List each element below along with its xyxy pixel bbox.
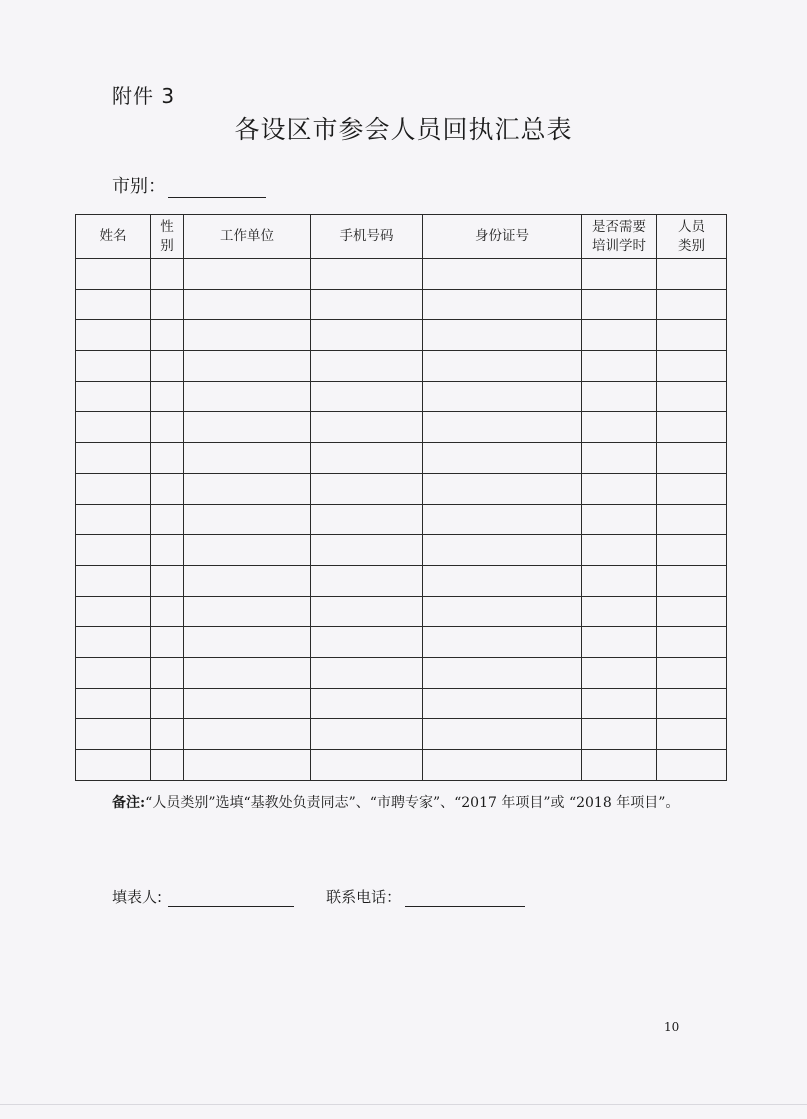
table-cell[interactable] xyxy=(311,412,423,443)
table-cell[interactable] xyxy=(184,657,311,688)
table-cell[interactable] xyxy=(151,750,184,781)
table-cell[interactable] xyxy=(151,719,184,750)
table-cell[interactable] xyxy=(76,657,151,688)
table-cell[interactable] xyxy=(76,596,151,627)
table-cell[interactable] xyxy=(657,688,727,719)
table-cell[interactable] xyxy=(423,351,582,382)
table-cell[interactable] xyxy=(76,412,151,443)
table-cell[interactable] xyxy=(311,504,423,535)
table-cell[interactable] xyxy=(423,412,582,443)
table-cell[interactable] xyxy=(76,750,151,781)
table-cell[interactable] xyxy=(423,289,582,320)
table-cell[interactable] xyxy=(423,381,582,412)
table-cell[interactable] xyxy=(657,289,727,320)
table-cell[interactable] xyxy=(582,320,657,351)
header-gender: 性 别 xyxy=(151,215,184,259)
table-cell[interactable] xyxy=(311,657,423,688)
table-cell[interactable] xyxy=(311,289,423,320)
table-cell[interactable] xyxy=(184,504,311,535)
table-cell[interactable] xyxy=(76,719,151,750)
table-cell[interactable] xyxy=(151,473,184,504)
table-row xyxy=(76,535,727,566)
table-cell[interactable] xyxy=(151,443,184,474)
table-cell[interactable] xyxy=(151,565,184,596)
table-cell[interactable] xyxy=(582,381,657,412)
table-cell[interactable] xyxy=(423,627,582,658)
remarks-label: 备注: xyxy=(112,795,146,811)
table-cell[interactable] xyxy=(657,320,727,351)
table-cell[interactable] xyxy=(184,412,311,443)
table-row xyxy=(76,412,727,443)
table-cell[interactable] xyxy=(582,596,657,627)
city-label: 市别： xyxy=(112,176,166,197)
table-cell[interactable] xyxy=(311,473,423,504)
table-cell[interactable] xyxy=(151,688,184,719)
table-row xyxy=(76,381,727,412)
table-cell[interactable] xyxy=(151,412,184,443)
table-cell[interactable] xyxy=(151,381,184,412)
table-cell[interactable] xyxy=(311,719,423,750)
table-cell[interactable] xyxy=(423,688,582,719)
table-cell[interactable] xyxy=(184,289,311,320)
table-cell[interactable] xyxy=(76,627,151,658)
attendee-table xyxy=(75,214,727,781)
table-cell[interactable] xyxy=(76,688,151,719)
table-cell[interactable] xyxy=(76,535,151,566)
table-cell[interactable] xyxy=(311,688,423,719)
table-cell[interactable] xyxy=(184,535,311,566)
page-title: 各设区市参会人员回执汇总表 xyxy=(234,115,573,144)
filler-name-blank xyxy=(168,888,294,907)
table-cell[interactable] xyxy=(184,473,311,504)
table-cell[interactable] xyxy=(151,289,184,320)
table-header-row xyxy=(76,215,727,259)
page-number: 10 xyxy=(664,1020,680,1034)
table-cell[interactable] xyxy=(657,750,727,781)
table-cell[interactable] xyxy=(582,351,657,382)
table-cell[interactable] xyxy=(582,657,657,688)
table-cell[interactable] xyxy=(311,381,423,412)
table-cell[interactable] xyxy=(311,627,423,658)
table-cell[interactable] xyxy=(423,565,582,596)
table-cell[interactable] xyxy=(151,351,184,382)
city-field xyxy=(112,172,266,198)
table-cell[interactable] xyxy=(76,259,151,290)
table-cell[interactable] xyxy=(657,259,727,290)
table-cell[interactable] xyxy=(311,565,423,596)
table-cell[interactable] xyxy=(657,596,727,627)
header-category: 人员 类别 xyxy=(657,215,727,259)
table-cell[interactable] xyxy=(657,719,727,750)
table-row xyxy=(76,320,727,351)
table-cell[interactable] xyxy=(657,412,727,443)
table-cell[interactable] xyxy=(184,750,311,781)
header-name: 姓名 xyxy=(76,215,151,259)
table-row xyxy=(76,259,727,290)
table-cell[interactable] xyxy=(657,535,727,566)
table-cell[interactable] xyxy=(151,259,184,290)
table-cell[interactable] xyxy=(311,750,423,781)
table-cell[interactable] xyxy=(423,473,582,504)
table-row xyxy=(76,657,727,688)
table-cell[interactable] xyxy=(423,259,582,290)
table-cell[interactable] xyxy=(76,289,151,320)
contact-phone-blank xyxy=(405,888,525,907)
filler-name-label: 填表人: xyxy=(112,888,163,906)
header-training-hours: 是否需要 培训学时 xyxy=(582,215,657,259)
table-cell[interactable] xyxy=(657,381,727,412)
table-cell[interactable] xyxy=(184,320,311,351)
table-cell[interactable] xyxy=(657,565,727,596)
table-cell[interactable] xyxy=(582,443,657,474)
table-cell[interactable] xyxy=(657,504,727,535)
table-cell[interactable] xyxy=(184,443,311,474)
table-cell[interactable] xyxy=(151,320,184,351)
table-cell[interactable] xyxy=(184,688,311,719)
table-row xyxy=(76,289,727,320)
table-cell[interactable] xyxy=(311,351,423,382)
table-cell[interactable] xyxy=(582,719,657,750)
city-blank xyxy=(168,179,266,198)
table-cell[interactable] xyxy=(311,535,423,566)
header-id-number: 身份证号 xyxy=(423,215,582,259)
signature-row xyxy=(112,886,525,907)
scan-edge xyxy=(0,1104,807,1105)
table-cell[interactable] xyxy=(184,565,311,596)
table-cell[interactable] xyxy=(184,719,311,750)
table-cell[interactable] xyxy=(423,719,582,750)
contact-phone-label: 联系电话： xyxy=(326,888,402,906)
table-cell[interactable] xyxy=(184,627,311,658)
table-cell[interactable] xyxy=(423,443,582,474)
table-cell[interactable] xyxy=(582,535,657,566)
table-cell[interactable] xyxy=(423,535,582,566)
table-cell[interactable] xyxy=(657,627,727,658)
table-row xyxy=(76,565,727,596)
table-row xyxy=(76,750,727,781)
table-cell[interactable] xyxy=(657,473,727,504)
table-cell[interactable] xyxy=(184,351,311,382)
table-cell[interactable] xyxy=(76,351,151,382)
table-cell[interactable] xyxy=(311,443,423,474)
remarks-text: “人员类别”选填“基教处负责同志”、“市聘专家”、“2017 年项目”或 “2018 年项目”。 xyxy=(145,795,680,811)
table-cell[interactable] xyxy=(151,535,184,566)
attachment-label: 附件 3 xyxy=(112,84,176,108)
table-cell[interactable] xyxy=(76,504,151,535)
table-row xyxy=(76,596,727,627)
table-cell[interactable] xyxy=(76,565,151,596)
table-row xyxy=(76,351,727,382)
table-cell[interactable] xyxy=(423,504,582,535)
table-cell[interactable] xyxy=(311,596,423,627)
table-cell[interactable] xyxy=(582,504,657,535)
table-cell[interactable] xyxy=(582,565,657,596)
table-cell[interactable] xyxy=(582,688,657,719)
table-row xyxy=(76,504,727,535)
table-cell[interactable] xyxy=(582,412,657,443)
table-cell[interactable] xyxy=(423,320,582,351)
table-cell[interactable] xyxy=(423,657,582,688)
table-row xyxy=(76,688,727,719)
header-phone: 手机号码 xyxy=(311,215,423,259)
table-cell[interactable] xyxy=(76,320,151,351)
table-cell[interactable] xyxy=(151,657,184,688)
remarks xyxy=(112,788,712,819)
table-cell[interactable] xyxy=(657,657,727,688)
table-cell[interactable] xyxy=(151,627,184,658)
table-cell[interactable] xyxy=(184,596,311,627)
table-row xyxy=(76,473,727,504)
table-cell[interactable] xyxy=(582,289,657,320)
table-cell[interactable] xyxy=(184,259,311,290)
table-cell[interactable] xyxy=(657,443,727,474)
table-cell[interactable] xyxy=(76,473,151,504)
table-row xyxy=(76,443,727,474)
table-cell[interactable] xyxy=(657,351,727,382)
table-cell[interactable] xyxy=(582,259,657,290)
table-cell[interactable] xyxy=(76,381,151,412)
table-row xyxy=(76,719,727,750)
table-cell[interactable] xyxy=(582,627,657,658)
table-row xyxy=(76,627,727,658)
table-cell[interactable] xyxy=(184,381,311,412)
table-cell[interactable] xyxy=(582,473,657,504)
table-cell[interactable] xyxy=(76,443,151,474)
table-cell[interactable] xyxy=(423,750,582,781)
table-cell[interactable] xyxy=(151,504,184,535)
table-cell[interactable] xyxy=(311,320,423,351)
table-body xyxy=(76,259,727,781)
table-cell[interactable] xyxy=(582,750,657,781)
table-cell[interactable] xyxy=(423,596,582,627)
table-cell[interactable] xyxy=(151,596,184,627)
table-cell[interactable] xyxy=(311,259,423,290)
header-workplace: 工作单位 xyxy=(184,215,311,259)
